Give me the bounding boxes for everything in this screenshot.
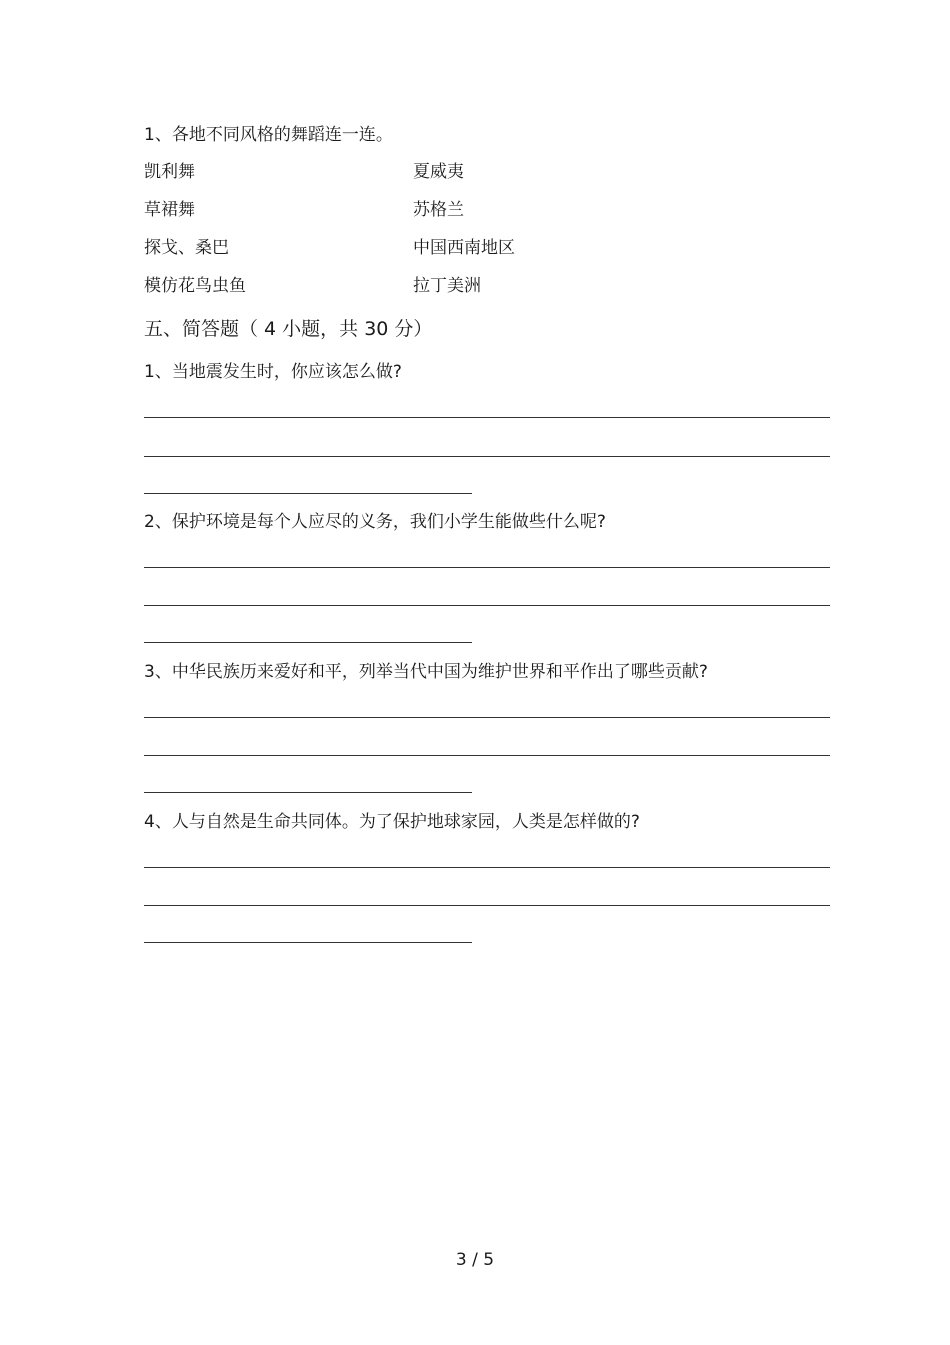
matching-right-item: 苏格兰 [413,200,464,220]
matching-left-item: 模仿花鸟虫鱼 [144,276,246,296]
answer-line[interactable] [144,942,472,943]
answer-line[interactable] [144,867,830,868]
section-heading: 五、简答题（ 4 小题，共 30 分） [144,318,433,340]
answer-line[interactable] [144,567,830,568]
answer-line[interactable] [144,605,830,606]
matching-right-item: 中国西南地区 [413,238,515,258]
answer-line[interactable] [144,417,830,418]
answer-line[interactable] [144,905,830,906]
matching-right-item: 夏威夷 [413,162,464,182]
answer-line[interactable] [144,717,830,718]
question-1: 1、当地震发生时，你应该怎么做? [144,362,402,382]
matching-right-item: 拉丁美洲 [413,276,481,296]
page-number: 3 / 5 [455,1250,495,1270]
answer-line[interactable] [144,456,830,457]
question-2: 2、保护环境是每个人应尽的义务，我们小学生能做些什么呢? [144,512,606,532]
matching-left-item: 凯利舞 [144,162,195,182]
question-4: 4、人与自然是生命共同体。为了保护地球家园，人类是怎样做的? [144,812,640,832]
question-3: 3、中华民族历来爱好和平，列举当代中国为维护世界和平作出了哪些贡献? [144,662,708,682]
answer-line[interactable] [144,755,830,756]
matching-left-item: 探戈、桑巴 [144,238,229,258]
matching-title: 1、各地不同风格的舞蹈连一连。 [144,125,393,145]
matching-left-item: 草裙舞 [144,200,195,220]
answer-line[interactable] [144,792,472,793]
answer-line[interactable] [144,493,472,494]
answer-line[interactable] [144,642,472,643]
